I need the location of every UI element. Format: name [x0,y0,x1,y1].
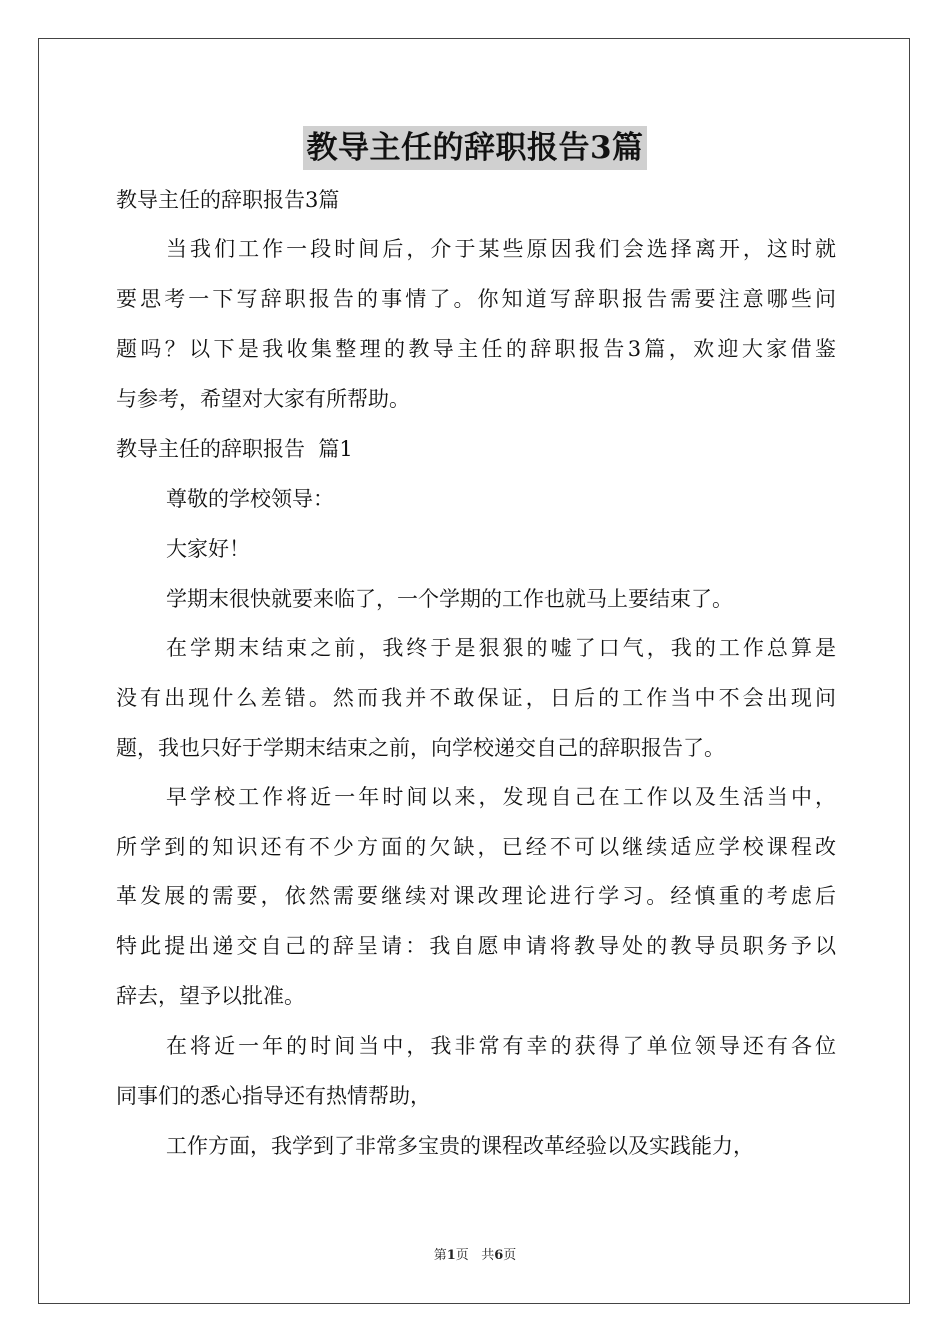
footer-total-suffix: 页 [503,1248,517,1263]
body-line: 特此提出递交自己的辞呈请：我自愿申请将教导处的教导员职务予以 [116,934,836,958]
title-container [0,126,950,170]
body-line: 与参考，希望对大家有所帮助。 [116,387,410,411]
body-line: 在学期末结束之前，我终于是狠狠的嘘了口气，我的工作总算是 [166,636,836,660]
footer-page-number: 1 [446,1248,456,1263]
salutation-line: 尊敬的学校领导： [166,487,334,511]
body-line: 同事们的悉心指导还有热情帮助， [116,1084,431,1108]
body-line: 所学到的知识还有不少方面的欠缺，已经不可以继续适应学校课程改 [116,835,836,859]
document-title: 教导主任的辞职报告3篇 [303,126,646,170]
body-line: 要思考一下写辞职报告的事情了。你知道写辞职报告需要注意哪些问 [116,287,836,311]
footer-total-pages: 6 [494,1248,504,1263]
footer-total-prefix: 共 [481,1248,495,1263]
page-border [38,38,910,1304]
page-footer [0,1247,950,1265]
body-line: 革发展的需要，依然需要继续对课改理论进行学习。经慎重的考虑后 [116,884,836,908]
subtitle-line: 教导主任的辞职报告3篇 [116,188,340,212]
body-line: 当我们工作一段时间后，介于某些原因我们会选择离开，这时就 [166,237,836,261]
body-line: 题吗？以下是我收集整理的教导主任的辞职报告3篇，欢迎大家借鉴 [116,337,836,361]
body-line: 在将近一年的时间当中，我非常有幸的获得了单位领导还有各位 [166,1034,836,1058]
greeting-line: 大家好！ [166,537,250,561]
body-line: 题，我也只好于学期末结束之前，向学校递交自己的辞职报告了。 [116,736,725,760]
body-line: 辞去，望予以批准。 [116,984,305,1008]
body-line: 工作方面，我学到了非常多宝贵的课程改革经验以及实践能力， [166,1134,754,1158]
body-line: 早学校工作将近一年时间以来，发现自己在工作以及生活当中， [166,785,836,809]
body-line: 学期末很快就要来临了，一个学期的工作也就马上要结束了。 [166,587,733,611]
footer-page-prefix: 第 [433,1248,447,1263]
body-line: 没有出现什么差错。然而我并不敢保证，日后的工作当中不会出现问 [116,686,836,710]
section-heading: 教导主任的辞职报告 篇1 [116,437,353,461]
footer-page-suffix: 页 [455,1248,469,1263]
